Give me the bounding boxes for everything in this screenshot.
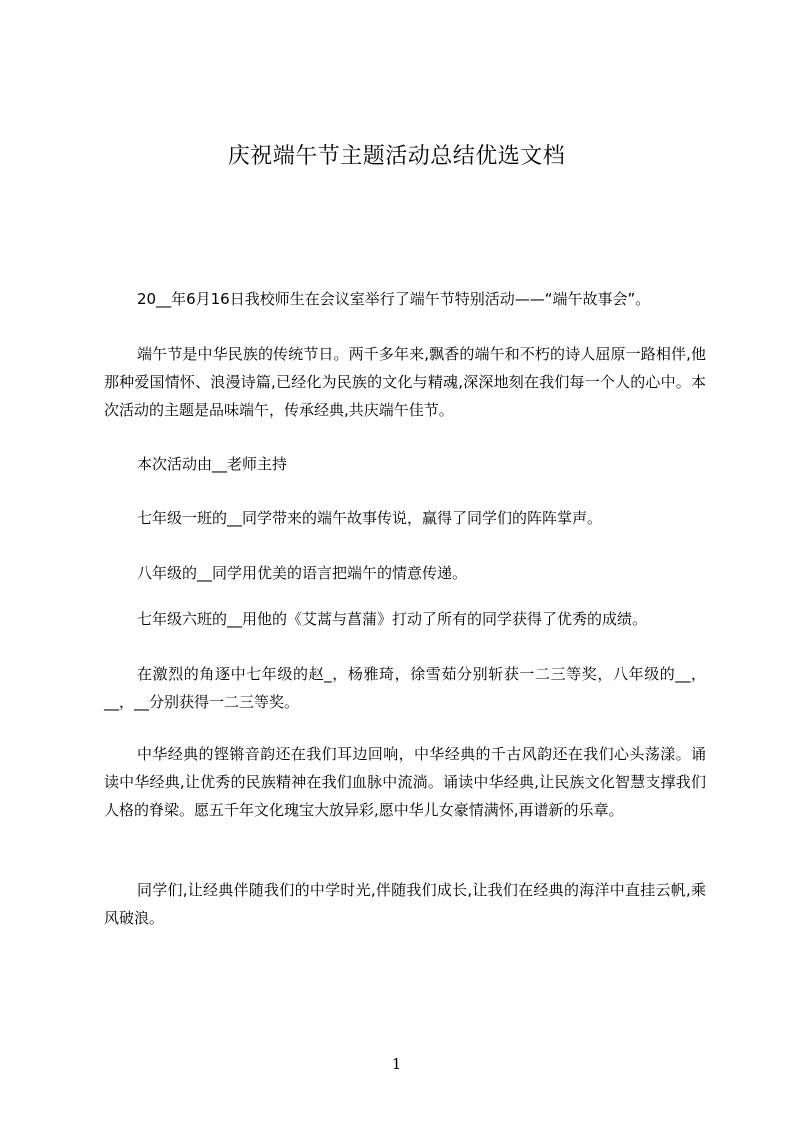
paragraph-intro: 20__年6月16日我校师生在会议室举行了端午节特别活动——“端午故事会”。 [137,290,651,308]
paragraph-closing: 同学们,让经典伴随我们的中学时光,伴随我们成长,让我们在经典的海洋中直挂云帆,乘风破浪。 [104,881,706,927]
paragraph-grade7-class1: 七年级一班的__同学带来的端午故事传说，赢得了同学们的阵阵掌声。 [137,509,603,527]
paragraph-grade8: 八年级的__同学用优美的语言把端午的情意传递。 [137,564,468,582]
page-number: 1 [391,1055,402,1073]
paragraph-grade7-class6: 七年级六班的__用他的《艾蒿与菖蒲》打动了所有的同学获得了优秀的成绩。 [137,610,648,628]
paragraph-classics: 中华经典的铿锵音韵还在我们耳边回响，中华经典的千古风韵还在我们心头荡漾。诵读中华经典,让优秀的民族精神在我们血脉中流淌。诵读中华经典,让民族文化智慧支撑我们人格的脊梁。愿五千年文化瑰宝大放异彩,愿中华儿女豪情满怀,再谱新的乐章。 [104,745,706,819]
paragraph-host: 本次活动由__老师主持 [137,455,288,473]
paragraph-awards: 在激烈的角逐中七年级的赵_，杨雅琦，徐雪茹分别斩获一二三等奖，八年级的__，__，__分别获得一二三等奖。 [104,665,706,711]
paragraph-festival-meaning: 端午节是中华民族的传统节日。两千多年来,飘香的端午和不朽的诗人屈原一路相伴,他那种爱国情怀、浪漫诗篇,已经化为民族的文化与精魂,深深地刻在我们每一个人的心中。本次活动的主题是品味端午，传承经典,共庆端午佳节。 [104,345,706,419]
document-title: 庆祝端午节主题活动总结优选文档 [227,144,566,169]
